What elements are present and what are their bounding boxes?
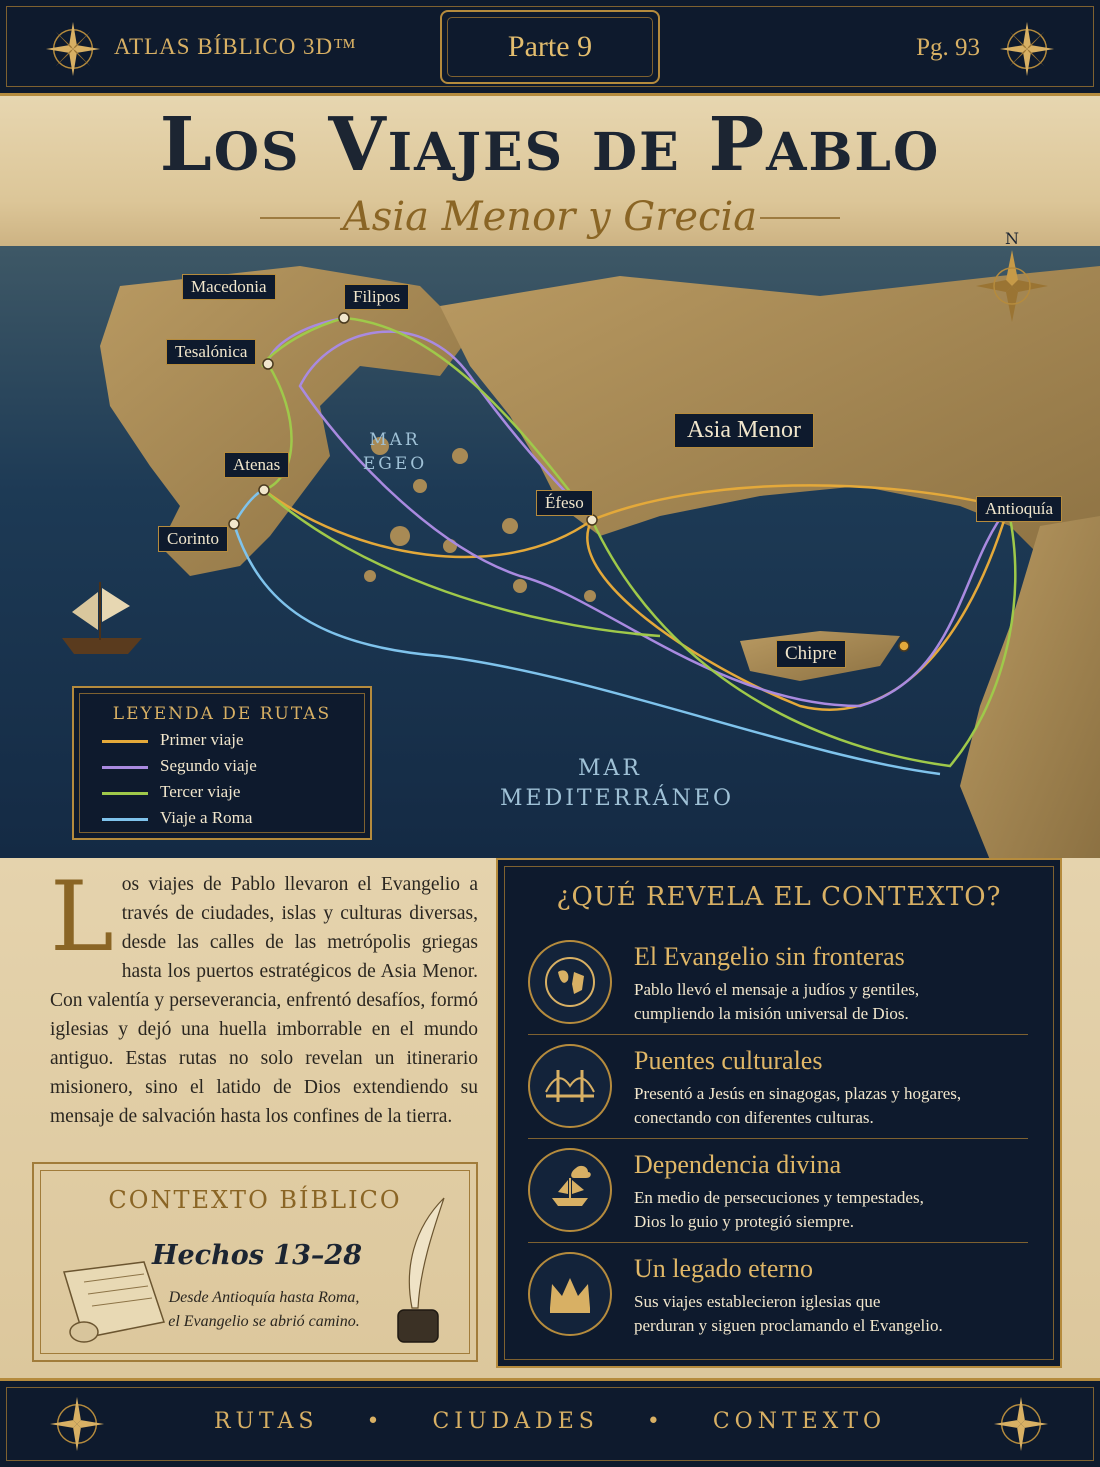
context-desc [634,1186,1030,1234]
legend-label-first: Primer viaje [160,730,244,749]
context-desc-line1: En medio de persecuciones y tempestades, [634,1188,924,1207]
footer-nav [0,1409,1100,1434]
region-asia-menor: Asia Menor [674,413,814,448]
region-macedonia: Macedonia [182,274,276,300]
scripture-reference: Hechos 13–28 [151,1240,362,1271]
drop-cap: L [50,861,114,973]
legend-swatch-second [102,766,148,769]
context-item-dependencia [528,1148,1028,1238]
context-desc-line2: cumpliendo la misión universal de Dios. [634,1004,909,1023]
legend-title: LEYENDA DE RUTAS [112,704,332,724]
scripture-note-line1: Desde Antioquía hasta Roma, [168,1289,360,1306]
marker-efeso [587,515,597,525]
city-filipos: Filipos [344,284,409,310]
intro-paragraph [50,861,478,1131]
quill-ink-icon [384,1198,464,1348]
marker-tesalonica [263,359,273,369]
legend-swatch-rome [102,818,148,821]
marker-chipre [899,641,909,651]
context-title: ¿QUÉ REVELA EL CONTEXTO? [556,882,1002,912]
sea-aegean [350,428,440,476]
compass-rose-icon [992,1395,1050,1453]
page-number: Pg. 93 [916,34,980,61]
region-chipre: Chipre [776,640,846,668]
compass-rose-icon [44,20,102,78]
city-antioquia: Antioquía [976,496,1062,522]
city-efeso: Éfeso [536,490,593,516]
scripture-note [144,1286,384,1334]
context-desc-line2: Dios lo guio y protegió siempre. [634,1212,855,1231]
legend-item-first [102,730,244,754]
brand-label: ATLAS BÍBLICO 3D™ [114,34,357,59]
bridge-icon [528,1044,612,1128]
context-heading: El Evangelio sin fronteras [634,942,905,971]
context-desc-line2: conectando con diferentes culturas. [634,1108,874,1127]
sea-med-line1: MAR [578,756,642,781]
title-header [0,96,1100,246]
sea-aegean-line2: EGEO [362,454,428,474]
top-bar [0,0,1100,96]
context-desc-line1: Presentó a Jesús en sinagogas, plazas y hogares, [634,1084,962,1103]
sea-mediterranean [500,754,735,814]
footer-link-rutas[interactable]: RUTAS [213,1409,319,1434]
sea-med-line2: MEDITERRÁNEO [500,786,735,811]
context-desc [634,978,1030,1026]
footer-bar [0,1378,1100,1467]
route-legend [72,686,372,840]
context-divider [528,1034,1028,1035]
context-item-legado [528,1252,1028,1342]
legend-label-second: Segundo viaje [160,756,257,775]
compass-rose-icon [998,20,1056,78]
sea-aegean-line1: MAR [369,430,421,450]
intro-text: os viajes de Pablo llevaron el Evangelio a través de ciudades, islas y culturas diversas, desde las calles de las metrópolis griegas hasta los puertos estratégicos de Asia Menor. Con valentía y perseverancia, enfrentó desafíos, formó iglesias y dejó una huella imborrable en el mundo antiguo. Estas rutas no solo revelan un itinerario misionero, sino el latido de Dios extendiendo su mensaje de salvación hasta los confines de la tierra. [50,874,478,1127]
context-panel [496,858,1062,1368]
context-heading: Puentes culturales [634,1046,823,1075]
legend-label-rome: Viaje a Roma [160,808,253,827]
context-desc [634,1290,1030,1338]
scripture-note-line2: el Evangelio se abrió camino. [168,1313,360,1330]
crown-icon [528,1252,612,1336]
footer-link-contexto[interactable]: CONTEXTO [712,1409,887,1434]
footer-separator: • [366,1409,385,1434]
globe-icon [528,940,612,1024]
context-item-puentes [528,1044,1028,1134]
legend-swatch-first [102,740,148,743]
city-corinto: Corinto [158,526,228,552]
page-subtitle: Asia Menor y Grecia [342,194,758,240]
context-desc-line1: Sus viajes establecieron iglesias que [634,1292,881,1311]
context-heading: Dependencia divina [634,1150,842,1179]
marker-corinto [229,519,239,529]
context-desc-line2: perduran y siguen proclamando el Evangelio. [634,1316,943,1335]
context-desc-line1: Pablo llevó el mensaje a judíos y gentiles, [634,980,920,999]
footer-link-ciudades[interactable]: CIUDADES [432,1409,599,1434]
legend-item-second [102,756,257,780]
biblical-context-title: CONTEXTO BÍBLICO [108,1186,402,1214]
part-badge [440,10,660,84]
page-title: Los Viajes de Pablo [159,102,941,188]
marker-atenas [259,485,269,495]
city-tesalonica: Tesalónica [166,339,256,365]
context-divider [528,1138,1028,1139]
biblical-context-box [32,1162,478,1362]
marker-filipos [339,313,349,323]
context-desc [634,1082,1030,1130]
compass-north-label: N [1005,229,1019,248]
city-atenas: Atenas [224,452,289,478]
footer-separator: • [646,1409,665,1434]
context-item-fronteras [528,940,1028,1030]
ship-storm-icon [528,1148,612,1232]
legend-swatch-third [102,792,148,795]
legend-item-third [102,782,240,806]
part-label: Parte 9 [507,30,593,63]
context-divider [528,1242,1028,1243]
legend-label-third: Tercer viaje [160,782,241,801]
context-heading: Un legado eterno [634,1254,814,1283]
legend-item-rome [102,808,252,832]
